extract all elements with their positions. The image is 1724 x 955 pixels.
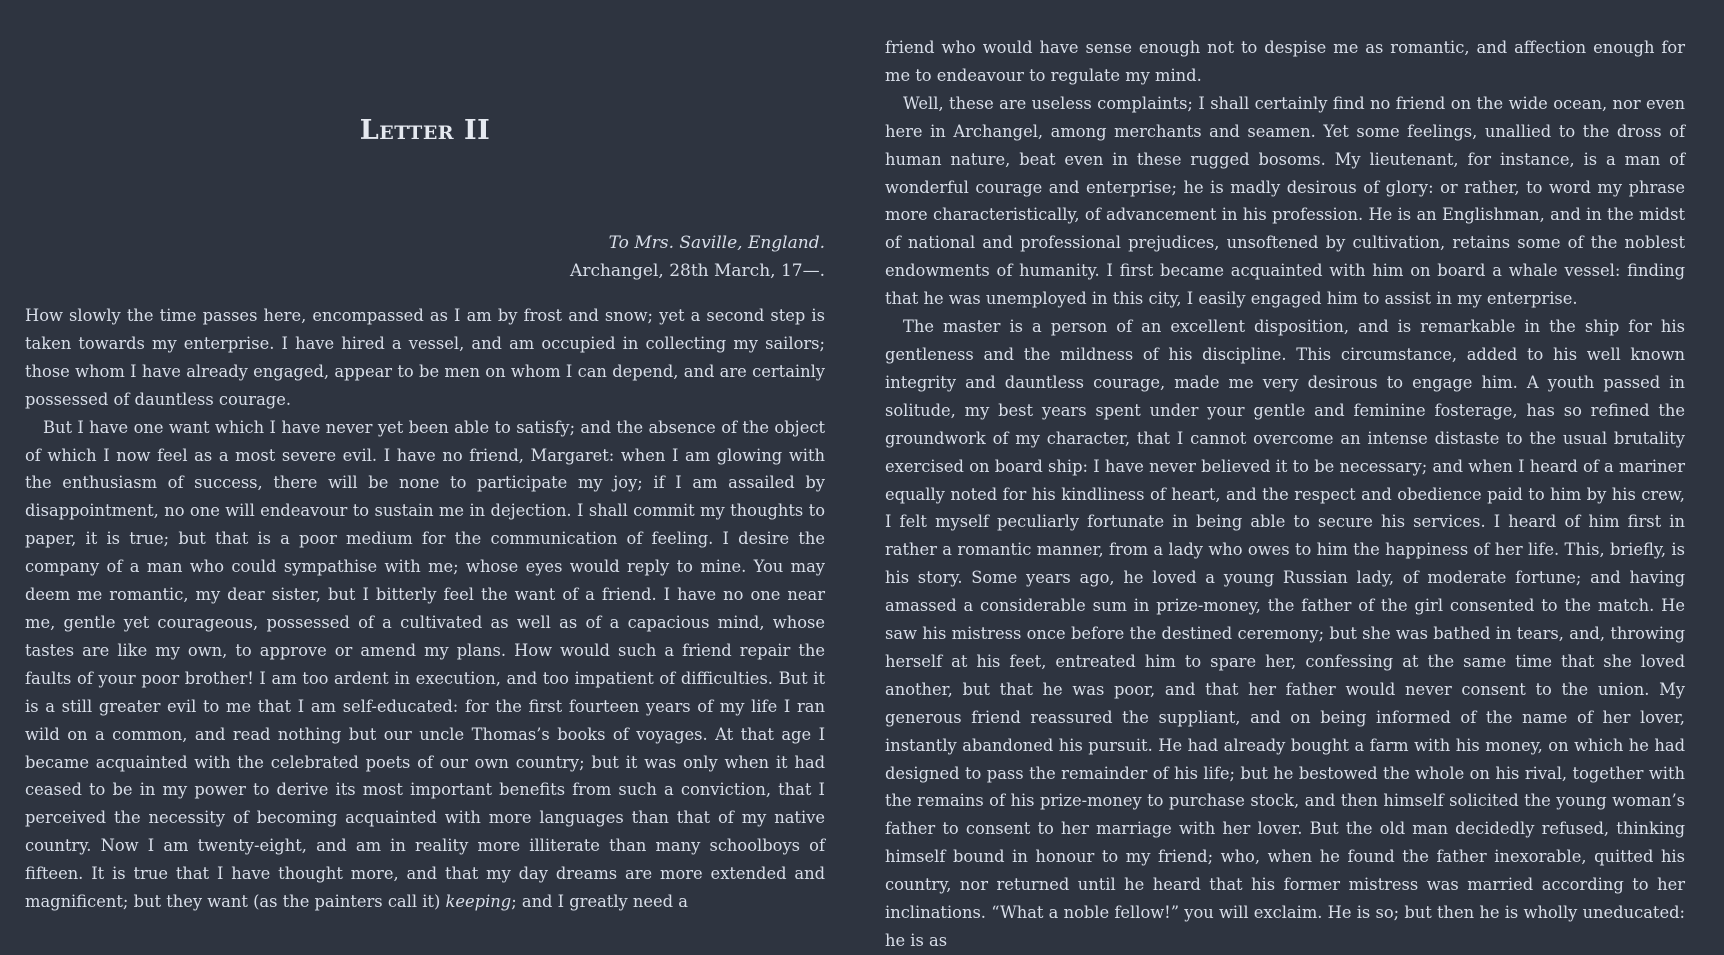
left-page [25, 0, 825, 912]
dateline: Archangel, 28th March, 17—. [570, 261, 825, 281]
paragraph: How slowly the time passes here, encompassed as I am by frost and snow; yet a second step is taken towards my enterprise. I have hired a vessel, and am occupied in collecting my sailors; those whom I have already engaged, appear to be men on whom I can depend, and are certainly possessed of dauntless courage. [25, 306, 825, 409]
paragraph: Well, these are useless complaints; I shall certainly find no friend on the wide ocean, nor even here in Archangel, among merchants and seamen. Yet some feelings, unallied to the dross of human nature, beat even in these rugged bosoms. My lieutenant, for instance, is a man of wonderful courage and enterprise; he is madly desirous of glory: or rather, to word my phrase more characteristically, of advancement in his profession. He is an Englishman, and in the midst of national and professional prejudices, unsoftened by cultivation, retains some of the noblest endowments of humanity. I first became acquainted with him on board a whale vessel: finding that he was unemployed in this city, I easily engaged him to assist in my enterprise. [885, 93, 1685, 309]
paragraph-continued: friend who would have sense enough not to despise me as romantic, and affection enough for me to endeavour to regulate my mind. [885, 38, 1685, 85]
paragraph [25, 414, 825, 916]
chapter-title: Letter II [359, 115, 491, 146]
addressee: To Mrs. Saville, England. [608, 233, 825, 253]
letter-heading [25, 229, 825, 285]
left-body-text [25, 302, 825, 916]
right-body-text [885, 34, 1685, 955]
paragraph-text: But I have one want which I have never yet been able to satisfy; and the absence of the object of which I now feel as a most severe evil. I have no friend, Margaret: when I am glowing with the enthusiasm of success, there will be none to participate my joy; if I am assailed by disappointment, no one will endeavour to sustain me in dejection. I shall commit my thoughts to paper, it is true; but that is a poor medium for the communication of feeling. I desire the company of a man who could sympathise with me; whose eyes would reply to mine. You may deem me romantic, my dear sister, but I bitterly feel the want of a friend. I have no one near me, gentle yet courageous, possessed of a cultivated as well as of a capacious mind, whose tastes are like my own, to approve or amend my plans. How would such a friend repair the faults of your poor brother! I am too ardent in execution, and too impatient of difficulties. But it is a still greater evil to me that I am self-educated: for the first fourteen years of my life I ran wild on a common, and read nothing but our uncle Thomas’s books of voyages. At that age I became acquainted with the celebrated poets of our own country; but it was only when it had ceased to be in my power to derive its most important benefits from such a conviction, that I perceived the necessity of becoming acquainted with more languages than that of my native country. Now I am twenty-eight, and am in reality more illiterate than many schoolboys of fifteen. It is true that I have thought more, and that my day dreams are more extended and magnificent; but they want (as the painters call it) [25, 417, 825, 912]
right-page [885, 0, 1685, 950]
emphasized-word: keeping [445, 892, 512, 912]
paragraph: The master is a person of an excellent disposition, and is remarkable in the ship for his gentleness and the mildness of his discipline. This circumstance, added to his well known integrity and dauntless courage, made me very desirous to engage him. A youth passed in solitude, my best years spent under your gentle and feminine fosterage, has so refined the groundwork of my character, that I cannot overcome an intense distaste to the usual brutality exercised on board ship: I have never believed it to be necessary; and when I heard of a mariner equally noted for his kindliness of heart, and the respect and obedience paid to him by his crew, I felt myself peculiarly fortunate in being able to secure his services. I heard of him first in rather a romantic manner, from a lady who owes to him the happiness of her life. This, briefly, is his story. Some years ago, he loved a young Russian lady, of moderate fortune; and having amassed a considerable sum in prize-money, the father of the girl consented to the match. He saw his mistress once before the destined ceremony; but she was bathed in tears, and, throwing herself at his feet, entreated him to spare her, confessing at the same time that she loved another, but that he was poor, and that her father would never consent to the union. My generous friend reassured the suppliant, and on being informed of the name of her lover, instantly abandoned his pursuit. He had already bought a farm with his money, on which he had designed to pass the remainder of his life; but he bestowed the whole on his rival, together with the remains of his prize-money to purchase stock, and then himself solicited the young woman’s father to consent to her marriage with her lover. But the old man decidedly refused, thinking himself bound in honour to my friend; who, when he found the father inexorable, quitted his country, nor returned until he heard that his former mistress was married according to her inclinations. “What a noble fellow!” you will exclaim. He is so; but then he is wholly uneducated: he is as [885, 317, 1685, 950]
paragraph-text: ; and I greatly need a [511, 892, 688, 912]
